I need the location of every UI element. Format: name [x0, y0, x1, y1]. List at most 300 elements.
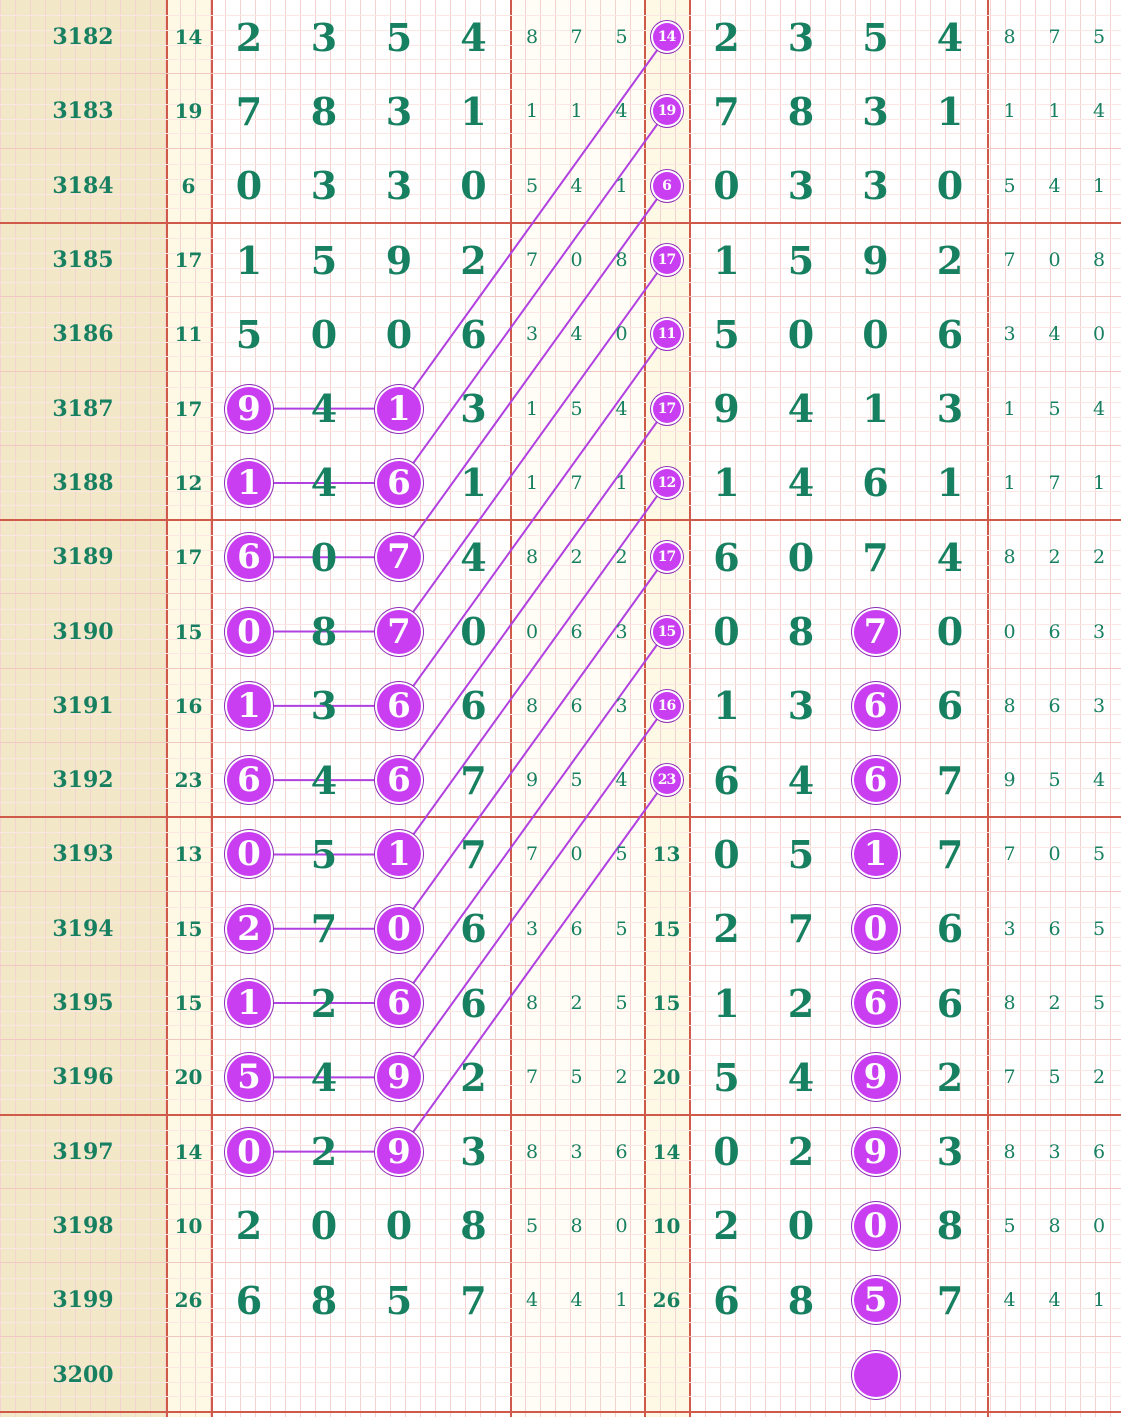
digit-right: 6 [713, 1277, 740, 1323]
digit: 3 [310, 683, 338, 729]
span-value: 7 [525, 249, 539, 272]
digit: 4 [310, 757, 338, 803]
issue-number: 3186 [52, 321, 114, 348]
sum-value-2 [644, 1337, 689, 1411]
issue-number: 3199 [52, 1287, 114, 1314]
highlighted-digit-right: 9 [854, 1055, 898, 1099]
span-value-right: 0 [1048, 249, 1061, 272]
digit: 3 [460, 1129, 487, 1175]
highlighted-digit-right: 0 [854, 907, 898, 951]
span-value: 5 [615, 843, 628, 866]
digit: 3 [385, 163, 413, 209]
digit-right: 3 [862, 88, 889, 134]
digit: 0 [235, 163, 263, 209]
digit: 5 [385, 14, 413, 60]
digit: 2 [235, 14, 263, 60]
digit: 7 [235, 88, 263, 134]
span-value [510, 1337, 554, 1411]
span-value-right: 1 [1092, 471, 1106, 494]
digit: 8 [310, 88, 338, 134]
span-value: 6 [570, 620, 583, 643]
digit: 4 [460, 14, 487, 60]
span-value: 0 [570, 249, 583, 272]
sum-ball: 17 [653, 543, 681, 571]
span-value: 8 [525, 1140, 539, 1163]
digit [287, 1337, 361, 1411]
span-value-right: 0 [1092, 323, 1106, 346]
digit-right: 3 [862, 163, 889, 209]
digit-right: 6 [862, 460, 889, 506]
issue-number: 3188 [52, 469, 114, 496]
issue-number: 3194 [52, 915, 114, 942]
digit: 8 [310, 609, 338, 655]
span-value [599, 1337, 644, 1411]
span-value: 4 [570, 1289, 583, 1312]
digit-right: 2 [936, 237, 964, 283]
span-value-right: 8 [1092, 249, 1106, 272]
span-value-right: 7 [1048, 26, 1061, 49]
digit-right: 0 [713, 163, 740, 209]
sum-value-2: 26 [652, 1288, 681, 1313]
span-value-right: 5 [1092, 843, 1106, 866]
span-value: 4 [570, 174, 583, 197]
digit-right: 0 [713, 1129, 740, 1175]
span-value: 8 [525, 694, 539, 717]
digit: 6 [460, 683, 487, 729]
sum-value: 11 [174, 322, 203, 347]
sum-value-2: 13 [652, 842, 681, 867]
span-value: 5 [615, 26, 628, 49]
digit-right: 0 [787, 311, 815, 357]
digit-right: 7 [787, 906, 815, 952]
digit-right: 9 [713, 386, 740, 432]
digit-right: 2 [787, 980, 815, 1026]
span-value: 4 [615, 769, 628, 792]
span-value [554, 1337, 599, 1411]
sum-ball: 6 [653, 172, 681, 200]
digit-right: 8 [787, 88, 815, 134]
span-value: 7 [525, 1066, 539, 1089]
digit: 6 [460, 311, 487, 357]
digit: 5 [310, 237, 338, 283]
span-value: 2 [615, 546, 628, 569]
digit: 5 [310, 831, 338, 877]
span-value-right: 0 [1092, 1214, 1106, 1237]
digit-right: 1 [936, 460, 964, 506]
span-value: 1 [525, 471, 539, 494]
digit-right: 7 [862, 534, 889, 580]
digit-right: 1 [713, 683, 740, 729]
digit: 0 [310, 311, 338, 357]
span-value: 8 [615, 249, 628, 272]
highlighted-digit: 9 [377, 1130, 421, 1174]
sum-value-2: 10 [652, 1213, 681, 1238]
digit-right: 1 [713, 460, 740, 506]
sum-ball: 23 [653, 766, 681, 794]
span-value: 8 [525, 992, 539, 1015]
sum-ball: 16 [653, 692, 681, 720]
digit-right: 6 [936, 906, 964, 952]
sum-value: 19 [174, 99, 203, 124]
span-value-right: 8 [1003, 546, 1016, 569]
span-value: 3 [615, 620, 628, 643]
digit-right: 7 [713, 88, 740, 134]
span-value: 5 [525, 1214, 539, 1237]
highlighted-digit: 0 [227, 610, 271, 654]
digit: 4 [460, 534, 487, 580]
digit-right: 6 [713, 757, 740, 803]
span-value: 0 [615, 1214, 628, 1237]
issue-number: 3193 [52, 841, 114, 868]
digit: 8 [460, 1203, 487, 1249]
sum-value: 15 [174, 916, 203, 941]
digit: 1 [460, 88, 487, 134]
span-value-right: 3 [1092, 620, 1106, 643]
span-value-right [987, 1337, 1032, 1411]
digit-right: 1 [936, 88, 964, 134]
sum-value [166, 1337, 211, 1411]
span-value: 7 [570, 471, 583, 494]
sum-ball: 17 [653, 395, 681, 423]
digit: 2 [460, 237, 487, 283]
highlighted-digit: 9 [227, 387, 271, 431]
span-value-right: 1 [1003, 100, 1016, 123]
digit-right: 5 [713, 311, 740, 357]
span-value: 5 [615, 917, 628, 940]
digit: 8 [310, 1277, 338, 1323]
issue-number: 3196 [52, 1064, 114, 1091]
digit: 4 [310, 460, 338, 506]
digit: 4 [310, 1054, 338, 1100]
span-value: 1 [615, 1289, 628, 1312]
sum-value: 12 [174, 470, 203, 495]
highlighted-digit-right: 9 [854, 1130, 898, 1174]
span-value: 1 [615, 174, 628, 197]
digit-right: 5 [862, 14, 889, 60]
highlighted-digit: 9 [377, 1055, 421, 1099]
span-value-right: 5 [1092, 917, 1106, 940]
span-value: 4 [525, 1289, 539, 1312]
highlighted-digit: 1 [227, 684, 271, 728]
highlighted-digit-right: 0 [854, 1204, 898, 1248]
issue-number: 3184 [52, 172, 114, 199]
span-value-right: 6 [1092, 1140, 1106, 1163]
digit-right: 1 [713, 237, 740, 283]
span-value: 1 [525, 397, 539, 420]
span-value-right: 6 [1048, 917, 1061, 940]
span-value-right: 8 [1003, 694, 1016, 717]
digit: 0 [310, 1203, 338, 1249]
digit: 6 [460, 980, 487, 1026]
digit [437, 1337, 510, 1411]
span-value: 2 [570, 992, 583, 1015]
highlighted-digit: 7 [377, 610, 421, 654]
issue-number: 3190 [52, 618, 114, 645]
digit: 3 [310, 14, 338, 60]
digit: 3 [460, 386, 487, 432]
sum-value-2: 14 [652, 1139, 681, 1164]
digit-right: 2 [787, 1129, 815, 1175]
span-value: 2 [570, 546, 583, 569]
issue-number: 3197 [52, 1138, 114, 1165]
sum-value-2: 15 [652, 991, 681, 1016]
digit-right: 2 [936, 1054, 964, 1100]
digit-right: 4 [936, 14, 964, 60]
digit-right: 0 [862, 311, 889, 357]
highlighted-digit: 1 [377, 387, 421, 431]
sum-ball: 12 [653, 469, 681, 497]
span-value-right: 3 [1092, 694, 1106, 717]
digit-right: 5 [787, 237, 815, 283]
span-value-right: 5 [1092, 26, 1106, 49]
span-value: 3 [615, 694, 628, 717]
highlighted-digit-right: 1 [854, 832, 898, 876]
span-value-right: 6 [1048, 620, 1061, 643]
span-value: 0 [570, 843, 583, 866]
span-value-right: 3 [1003, 323, 1016, 346]
span-value-right: 8 [1048, 1214, 1061, 1237]
digit-right: 3 [936, 386, 964, 432]
sum-ball: 19 [653, 97, 681, 125]
digit-right: 1 [713, 980, 740, 1026]
digit-right: 4 [787, 386, 815, 432]
span-value-right: 9 [1003, 769, 1016, 792]
digit-right: 3 [787, 163, 815, 209]
sum-value: 14 [174, 1139, 203, 1164]
sum-ball: 15 [653, 618, 681, 646]
span-value: 1 [525, 100, 539, 123]
highlighted-digit-right: 6 [854, 981, 898, 1025]
issue-number: 3183 [52, 98, 114, 125]
issue-number: 3192 [52, 767, 114, 794]
span-value-right: 8 [1003, 26, 1016, 49]
digit-right: 0 [936, 163, 964, 209]
highlighted-digit: 6 [377, 461, 421, 505]
sum-value: 13 [174, 842, 203, 867]
issue-number: 3182 [52, 24, 114, 51]
span-value: 4 [615, 100, 628, 123]
digit-right: 7 [936, 1277, 964, 1323]
highlighted-digit: 6 [377, 758, 421, 802]
sum-value-2: 20 [652, 1065, 681, 1090]
span-value: 9 [525, 769, 539, 792]
issue-number: 3185 [52, 247, 114, 274]
digit-right: 9 [862, 237, 889, 283]
span-value: 1 [615, 471, 628, 494]
digit-right: 4 [787, 757, 815, 803]
highlighted-digit: 6 [227, 535, 271, 579]
highlighted-digit: 1 [227, 981, 271, 1025]
span-value: 6 [570, 917, 583, 940]
digit: 2 [235, 1203, 263, 1249]
span-value: 6 [615, 1140, 628, 1163]
highlighted-digit-right: 7 [854, 610, 898, 654]
issue-number: 3191 [52, 692, 114, 719]
span-value: 8 [570, 1214, 583, 1237]
sum-value: 10 [174, 1213, 203, 1238]
digit-right: 2 [713, 906, 740, 952]
digit-right [913, 1337, 987, 1411]
sum-value: 20 [174, 1065, 203, 1090]
sum-value: 14 [174, 25, 203, 50]
sum-ball: 17 [653, 246, 681, 274]
span-value: 5 [525, 174, 539, 197]
digit-right: 8 [787, 609, 815, 655]
digit: 7 [460, 831, 487, 877]
digit: 7 [460, 757, 487, 803]
sum-value: 23 [174, 768, 203, 793]
highlighted-digit: 6 [377, 981, 421, 1025]
issue-number: 3200 [52, 1361, 114, 1388]
span-value: 6 [570, 694, 583, 717]
span-value: 0 [525, 620, 539, 643]
span-value-right: 6 [1048, 694, 1061, 717]
digit-right: 7 [936, 757, 964, 803]
digit: 5 [385, 1277, 413, 1323]
span-value-right [1032, 1337, 1077, 1411]
digit [361, 1337, 437, 1411]
span-value-right: 5 [1092, 992, 1106, 1015]
highlighted-digit: 7 [377, 535, 421, 579]
digit-right: 1 [862, 386, 889, 432]
digit-right: 2 [713, 1203, 740, 1249]
span-value-right: 7 [1003, 249, 1016, 272]
digit-right: 4 [787, 460, 815, 506]
span-value: 5 [570, 769, 583, 792]
span-value: 8 [525, 26, 539, 49]
sum-value: 16 [174, 693, 203, 718]
issue-number: 3189 [52, 544, 114, 571]
highlighted-digit: 2 [227, 907, 271, 951]
highlighted-digit: 1 [377, 832, 421, 876]
highlighted-digit: 6 [377, 684, 421, 728]
digit-right: 8 [936, 1203, 964, 1249]
span-value-right: 4 [1048, 174, 1061, 197]
sum-ball: 11 [653, 320, 681, 348]
span-value-right: 0 [1048, 843, 1061, 866]
sum-value-2: 15 [652, 916, 681, 941]
span-value-right: 5 [1003, 1214, 1016, 1237]
sum-value: 17 [174, 396, 203, 421]
digit: 9 [385, 237, 413, 283]
digit-right: 8 [787, 1277, 815, 1323]
digit: 7 [310, 906, 338, 952]
sum-value: 17 [174, 248, 203, 273]
highlighted-digit: 0 [227, 1130, 271, 1174]
span-value-right: 2 [1048, 992, 1061, 1015]
digit-right: 5 [713, 1054, 740, 1100]
highlighted-digit: 6 [227, 758, 271, 802]
digit-right: 6 [936, 311, 964, 357]
span-value-right: 1 [1092, 1289, 1106, 1312]
digit: 6 [460, 906, 487, 952]
issue-number: 3187 [52, 395, 114, 422]
digit [211, 1337, 287, 1411]
digit: 4 [310, 386, 338, 432]
span-value-right: 4 [1048, 1289, 1061, 1312]
digit: 5 [235, 311, 263, 357]
span-value-right: 7 [1003, 843, 1016, 866]
span-value: 7 [570, 26, 583, 49]
span-value-right: 2 [1048, 546, 1061, 569]
digit: 1 [235, 237, 263, 283]
digit-right: 0 [787, 534, 815, 580]
sum-ball: 14 [653, 23, 681, 51]
sum-value: 15 [174, 991, 203, 1016]
span-value-right: 8 [1003, 992, 1016, 1015]
span-value: 2 [615, 1066, 628, 1089]
span-value: 4 [615, 397, 628, 420]
span-value-right: 7 [1048, 471, 1061, 494]
span-value-right: 4 [1092, 769, 1106, 792]
digit-right: 0 [713, 609, 740, 655]
span-value-right: 1 [1003, 397, 1016, 420]
digit: 2 [310, 1129, 338, 1175]
highlighted-digit-right: 6 [854, 758, 898, 802]
digit-right: 3 [936, 1129, 964, 1175]
digit-right: 6 [936, 683, 964, 729]
span-value-right: 4 [1003, 1289, 1016, 1312]
digit: 2 [310, 980, 338, 1026]
highlighted-digit: 1 [227, 461, 271, 505]
span-value-right: 4 [1092, 100, 1106, 123]
sum-value: 26 [174, 1288, 203, 1313]
span-value: 7 [525, 843, 539, 866]
digit-right: 0 [713, 831, 740, 877]
digit: 0 [460, 163, 487, 209]
span-value-right: 4 [1092, 397, 1106, 420]
digit: 3 [310, 163, 338, 209]
span-value-right: 2 [1092, 546, 1106, 569]
digit-right: 0 [936, 609, 964, 655]
span-value: 3 [525, 917, 539, 940]
digit-right: 2 [713, 14, 740, 60]
prediction-ball [854, 1353, 898, 1397]
span-value: 0 [615, 323, 628, 346]
digit: 0 [385, 1203, 413, 1249]
digit: 0 [385, 311, 413, 357]
digit: 1 [460, 460, 487, 506]
span-value-right: 1 [1092, 174, 1106, 197]
digit-right: 4 [936, 534, 964, 580]
span-value: 5 [615, 992, 628, 1015]
highlighted-digit-right: 5 [854, 1278, 898, 1322]
sum-value: 15 [174, 619, 203, 644]
highlighted-digit-right: 6 [854, 684, 898, 728]
span-value: 5 [570, 1066, 583, 1089]
issue-number: 3198 [52, 1212, 114, 1239]
digit-right: 6 [936, 980, 964, 1026]
digit: 3 [385, 88, 413, 134]
digit: 7 [460, 1277, 487, 1323]
digit-right: 7 [936, 831, 964, 877]
digit-right: 3 [787, 14, 815, 60]
span-value-right: 1 [1048, 100, 1061, 123]
digit-right: 4 [787, 1054, 815, 1100]
span-value-right: 4 [1048, 323, 1061, 346]
highlighted-digit: 0 [227, 832, 271, 876]
issue-number: 3195 [52, 990, 114, 1017]
span-value-right: 0 [1003, 620, 1016, 643]
span-value: 8 [525, 546, 539, 569]
span-value-right: 2 [1092, 1066, 1106, 1089]
digit-right: 6 [713, 534, 740, 580]
span-value: 1 [570, 100, 583, 123]
digit-right: 0 [787, 1203, 815, 1249]
span-value-right: 3 [1048, 1140, 1061, 1163]
sum-value: 6 [181, 173, 196, 198]
span-value: 3 [570, 1140, 583, 1163]
